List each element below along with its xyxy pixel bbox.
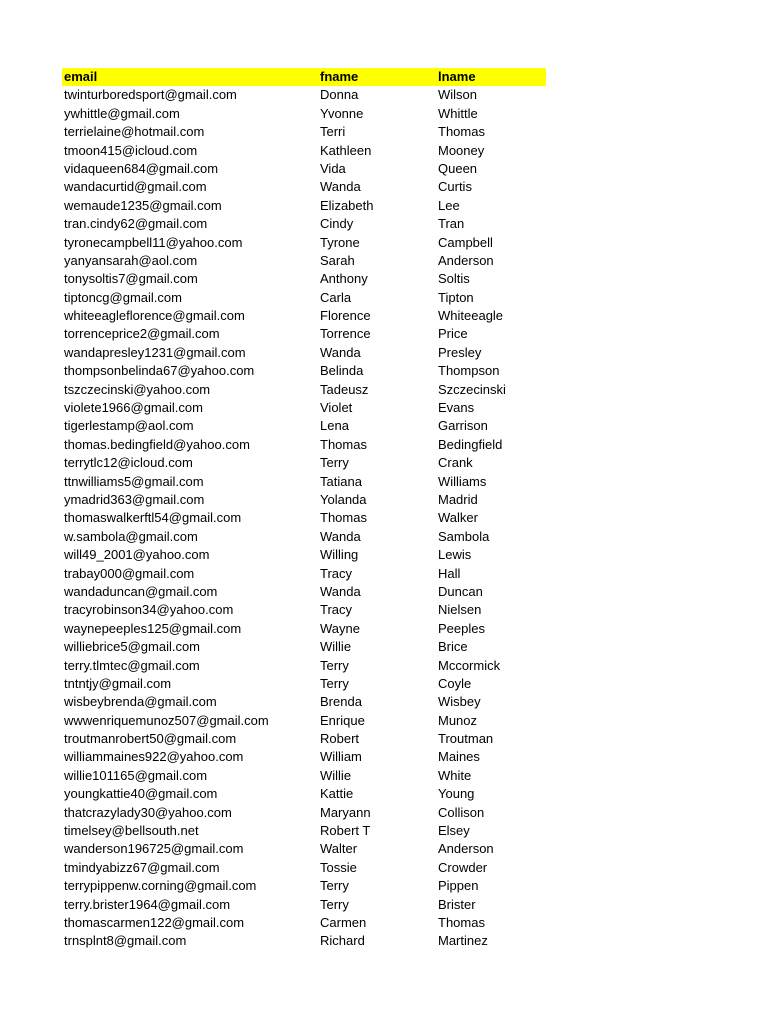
table-row bbox=[62, 197, 546, 215]
email-cell: tran.cindy62@gmail.com bbox=[64, 216, 208, 232]
table-row bbox=[62, 215, 546, 233]
fname-cell: Tracy bbox=[320, 602, 353, 618]
fname-cell: Carla bbox=[320, 289, 352, 305]
lname-cell: Whittle bbox=[438, 105, 478, 121]
email-cell: timelsey@bellsouth.net bbox=[64, 823, 199, 839]
table-row bbox=[62, 509, 546, 527]
email-cell: wandaduncan@gmail.com bbox=[64, 583, 218, 599]
lname-cell: Tran bbox=[438, 216, 465, 232]
fname-cell: Terry bbox=[320, 455, 349, 471]
header-email: email bbox=[64, 69, 98, 84]
table-row bbox=[62, 105, 546, 123]
fname-cell: Maryann bbox=[320, 804, 371, 820]
lname-cell: Madrid bbox=[438, 491, 478, 507]
table-row bbox=[62, 804, 546, 822]
table-row bbox=[62, 730, 546, 748]
email-cell: tmindyabizz67@gmail.com bbox=[64, 859, 220, 875]
table-row bbox=[62, 160, 546, 178]
fname-cell: Robert T bbox=[320, 823, 371, 839]
email-cell: terrypippenw.corning@gmail.com bbox=[64, 878, 257, 894]
fname-cell: Violet bbox=[320, 400, 353, 416]
lname-cell: Thomas bbox=[438, 914, 485, 930]
lname-cell: Anderson bbox=[438, 841, 494, 857]
lname-cell: Crank bbox=[438, 455, 473, 471]
table-row bbox=[62, 307, 546, 325]
table-row bbox=[62, 896, 546, 914]
email-cell: trnsplnt8@gmail.com bbox=[64, 933, 187, 949]
fname-cell: Tracy bbox=[320, 565, 353, 581]
lname-cell: Sambola bbox=[438, 528, 490, 544]
lname-cell: Garrison bbox=[438, 418, 488, 434]
fname-cell: Terry bbox=[320, 878, 349, 894]
lname-cell: Evans bbox=[438, 400, 475, 416]
lname-cell: Crowder bbox=[438, 859, 488, 875]
table-row bbox=[62, 785, 546, 803]
table-row bbox=[62, 932, 546, 950]
fname-cell: Vida bbox=[320, 160, 346, 176]
email-cell: yanyansarah@aol.com bbox=[64, 252, 198, 268]
email-cell: thomascarmen122@gmail.com bbox=[64, 914, 245, 930]
lname-cell: Anderson bbox=[438, 252, 494, 268]
table-row bbox=[62, 748, 546, 766]
lname-cell: Collison bbox=[438, 804, 485, 820]
table-row bbox=[62, 344, 546, 362]
lname-cell: Nielsen bbox=[438, 602, 482, 618]
table-row bbox=[62, 178, 546, 196]
lname-cell: Campbell bbox=[438, 234, 493, 250]
fname-cell: Belinda bbox=[320, 363, 364, 379]
lname-cell: Hall bbox=[438, 565, 461, 581]
table-row bbox=[62, 362, 546, 380]
email-cell: willie101165@gmail.com bbox=[64, 767, 208, 783]
lname-cell: Peeples bbox=[438, 620, 485, 636]
table-row bbox=[62, 454, 546, 472]
table-row bbox=[62, 546, 546, 564]
fname-cell: Cindy bbox=[320, 216, 354, 232]
table-row bbox=[62, 638, 546, 656]
fname-cell: Florence bbox=[320, 308, 371, 324]
lname-cell: Williams bbox=[438, 473, 487, 489]
email-cell: twinturboredsport@gmail.com bbox=[64, 87, 237, 103]
table-row bbox=[62, 325, 546, 343]
email-cell: trabay000@gmail.com bbox=[64, 565, 195, 581]
table-row bbox=[62, 399, 546, 417]
lname-cell: Wilson bbox=[438, 87, 478, 103]
lname-cell: Lee bbox=[438, 197, 460, 213]
lname-cell: Thomas bbox=[438, 124, 485, 140]
email-cell: youngkattie40@gmail.com bbox=[64, 786, 218, 802]
email-cell: tmoon415@icloud.com bbox=[64, 142, 198, 158]
lname-cell: Soltis bbox=[438, 271, 470, 287]
lname-cell: Price bbox=[438, 326, 468, 342]
fname-cell: William bbox=[320, 749, 362, 765]
table-row bbox=[62, 289, 546, 307]
email-cell: wandacurtid@gmail.com bbox=[64, 179, 207, 195]
fname-cell: Yolanda bbox=[320, 491, 367, 507]
header-lname: lname bbox=[438, 69, 476, 84]
email-cell: wisbeybrenda@gmail.com bbox=[64, 694, 217, 710]
table-row bbox=[62, 583, 546, 601]
lname-cell: Presley bbox=[438, 344, 482, 360]
fname-cell: Anthony bbox=[320, 271, 368, 287]
fname-cell: Wanda bbox=[320, 528, 361, 544]
email-cell: thomaswalkerftl54@gmail.com bbox=[64, 510, 242, 526]
table-row bbox=[62, 417, 546, 435]
fname-cell: Carmen bbox=[320, 914, 367, 930]
table-row bbox=[62, 877, 546, 895]
table-row bbox=[62, 840, 546, 858]
header-fname: fname bbox=[320, 69, 359, 84]
fname-cell: Kattie bbox=[320, 786, 354, 802]
fname-cell: Kathleen bbox=[320, 142, 372, 158]
email-cell: tyronecampbell11@yahoo.com bbox=[64, 234, 243, 250]
email-cell: tonysoltis7@gmail.com bbox=[64, 271, 198, 287]
fname-cell: Enrique bbox=[320, 712, 365, 728]
fname-cell: Sarah bbox=[320, 252, 355, 268]
fname-cell: Willie bbox=[320, 767, 352, 783]
fname-cell: Brenda bbox=[320, 694, 362, 710]
email-cell: w.sambola@gmail.com bbox=[64, 528, 198, 544]
table-row bbox=[62, 234, 546, 252]
email-cell: tigerlestamp@aol.com bbox=[64, 418, 194, 434]
email-cell: tntntjy@gmail.com bbox=[64, 675, 172, 691]
lname-cell: Whiteeagle bbox=[438, 308, 504, 324]
table-row bbox=[62, 767, 546, 785]
email-cell: thompsonbelinda67@yahoo.com bbox=[64, 363, 255, 379]
fname-cell: Thomas bbox=[320, 436, 367, 452]
email-cell: violete1966@gmail.com bbox=[64, 400, 203, 416]
fname-cell: Walter bbox=[320, 841, 358, 857]
table-body bbox=[62, 86, 546, 950]
fname-cell: Lena bbox=[320, 418, 349, 434]
table-row bbox=[62, 270, 546, 288]
email-cell: waynepeeples125@gmail.com bbox=[64, 620, 242, 636]
table-row bbox=[62, 565, 546, 583]
email-cell: wwwenriquemunoz507@gmail.com bbox=[64, 712, 269, 728]
fname-cell: Tossie bbox=[320, 859, 357, 875]
lname-cell: Lewis bbox=[438, 547, 472, 563]
fname-cell: Terri bbox=[320, 124, 346, 140]
email-cell: whiteeagleflorence@gmail.com bbox=[64, 308, 245, 324]
email-cell: williebrice5@gmail.com bbox=[64, 639, 201, 655]
lname-cell: Bedingfield bbox=[438, 436, 503, 452]
fname-cell: Willie bbox=[320, 639, 352, 655]
lname-cell: Young bbox=[438, 786, 475, 802]
lname-cell: Mccormick bbox=[438, 657, 501, 673]
lname-cell: Wisbey bbox=[438, 694, 481, 710]
table-row bbox=[62, 675, 546, 693]
fname-cell: Donna bbox=[320, 87, 359, 103]
lname-cell: Curtis bbox=[438, 179, 472, 195]
email-cell: wemaude1235@gmail.com bbox=[64, 197, 222, 213]
lname-cell: Thompson bbox=[438, 363, 500, 379]
lname-cell: White bbox=[438, 767, 472, 783]
lname-cell: Martinez bbox=[438, 933, 488, 949]
fname-cell: Robert bbox=[320, 731, 360, 747]
lname-cell: Elsey bbox=[438, 823, 470, 839]
lname-cell: Brice bbox=[438, 639, 468, 655]
lname-cell: Maines bbox=[438, 749, 480, 765]
email-cell: thatcrazylady30@yahoo.com bbox=[64, 804, 232, 820]
lname-cell: Queen bbox=[438, 160, 478, 176]
email-cell: wanderson196725@gmail.com bbox=[64, 841, 244, 857]
fname-cell: Tatiana bbox=[320, 473, 362, 489]
email-cell: tszczecinski@yahoo.com bbox=[64, 381, 211, 397]
table-row bbox=[62, 381, 546, 399]
table-row bbox=[62, 859, 546, 877]
fname-cell: Tadeusz bbox=[320, 381, 369, 397]
table-row bbox=[62, 712, 546, 730]
lname-cell: Pippen bbox=[438, 878, 479, 894]
fname-cell: Wanda bbox=[320, 179, 361, 195]
lname-cell: Tipton bbox=[438, 289, 474, 305]
lname-cell: Walker bbox=[438, 510, 478, 526]
email-cell: troutmanrobert50@gmail.com bbox=[64, 731, 237, 747]
email-cell: torrenceprice2@gmail.com bbox=[64, 326, 220, 342]
email-cell: williammaines922@yahoo.com bbox=[64, 749, 244, 765]
lname-cell: Duncan bbox=[438, 583, 483, 599]
table-row bbox=[62, 142, 546, 160]
table-row bbox=[62, 601, 546, 619]
fname-cell: Yvonne bbox=[320, 105, 364, 121]
email-cell: vidaqueen684@gmail.com bbox=[64, 160, 219, 176]
fname-cell: Richard bbox=[320, 933, 365, 949]
email-cell: thomas.bedingfield@yahoo.com bbox=[64, 436, 250, 452]
email-cell: terry.brister1964@gmail.com bbox=[64, 896, 231, 912]
fname-cell: Wanda bbox=[320, 583, 361, 599]
lname-cell: Munoz bbox=[438, 712, 478, 728]
email-cell: will49_2001@yahoo.com bbox=[64, 547, 210, 563]
table-row bbox=[62, 822, 546, 840]
fname-cell: Willing bbox=[320, 547, 359, 563]
table-row bbox=[62, 473, 546, 491]
email-cell: terrielaine@hotmail.com bbox=[64, 124, 205, 140]
fname-cell: Torrence bbox=[320, 326, 371, 342]
fname-cell: Terry bbox=[320, 675, 349, 691]
lname-cell: Szczecinski bbox=[438, 381, 506, 397]
spreadsheet-table bbox=[62, 68, 546, 951]
fname-cell: Tyrone bbox=[320, 234, 360, 250]
table-row bbox=[62, 252, 546, 270]
table-row bbox=[62, 657, 546, 675]
table-row bbox=[62, 620, 546, 638]
fname-cell: Elizabeth bbox=[320, 197, 374, 213]
header-row bbox=[62, 68, 546, 86]
email-cell: tracyrobinson34@yahoo.com bbox=[64, 602, 234, 618]
fname-cell: Terry bbox=[320, 896, 349, 912]
lname-cell: Mooney bbox=[438, 142, 485, 158]
table-row bbox=[62, 436, 546, 454]
lname-cell: Coyle bbox=[438, 675, 472, 691]
table-row bbox=[62, 914, 546, 932]
email-cell: ymadrid363@gmail.com bbox=[64, 491, 205, 507]
lname-cell: Brister bbox=[438, 896, 476, 912]
table-row bbox=[62, 123, 546, 141]
email-cell: ttnwilliams5@gmail.com bbox=[64, 473, 204, 489]
email-cell: terry.tlmtec@gmail.com bbox=[64, 657, 200, 673]
table-row bbox=[62, 693, 546, 711]
fname-cell: Thomas bbox=[320, 510, 367, 526]
email-cell: tiptoncg@gmail.com bbox=[64, 289, 182, 305]
email-cell: wandapresley1231@gmail.com bbox=[64, 344, 246, 360]
lname-cell: Troutman bbox=[438, 731, 494, 747]
fname-cell: Wanda bbox=[320, 344, 361, 360]
table-row bbox=[62, 491, 546, 509]
email-cell: terrytlc12@icloud.com bbox=[64, 455, 193, 471]
table-row bbox=[62, 528, 546, 546]
fname-cell: Terry bbox=[320, 657, 349, 673]
table-row bbox=[62, 86, 546, 104]
fname-cell: Wayne bbox=[320, 620, 360, 636]
email-cell: ywhittle@gmail.com bbox=[64, 105, 180, 121]
